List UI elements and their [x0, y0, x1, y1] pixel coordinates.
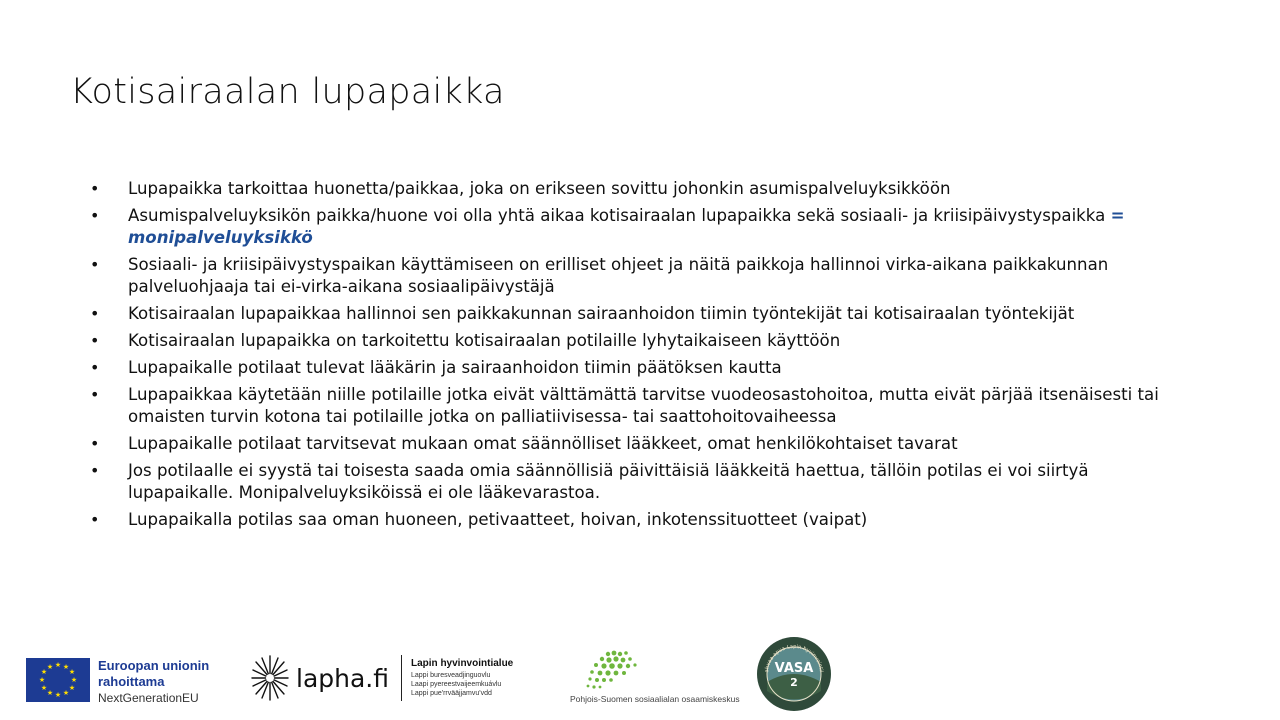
vasa-badge-icon [756, 636, 832, 712]
lapha-sub1: Lappi buresveadjinguovlu [411, 671, 491, 679]
pohjois-suomen-logo [568, 648, 748, 708]
bullet-item: • Lupapaikalle potilaat tulevat lääkärin ja sairaanhoidon tiimin päätöksen kautta [90, 358, 782, 377]
svg-text:★: ★ [54, 691, 62, 699]
svg-text:★: ★ [46, 663, 54, 671]
logo-footer [0, 630, 1280, 720]
lapha-name: lapha.fi [296, 663, 389, 693]
bullet-item: • Lupapaikalla potilas saa oman huoneen, petivaatteet, hoivan, inkotenssituotteet (vaipat) [90, 510, 868, 529]
lapha-sub3: Lappi pue'rrvääjjamvu'vdd [411, 689, 492, 697]
svg-text:★: ★ [40, 668, 48, 676]
monipalveluyksikko-highlight: = monipalveluyksikkö [128, 206, 1125, 247]
bullet-item: • Jos potilaalle ei syystä tai toisesta saada omia säännöllisiä päivittäisiä lääkkeitä haettua, tällöin potilas ei voi siirtyä lupapaikalle. Monipalveluyksiköissä ei ole lääkevarastoa. [90, 461, 1089, 502]
vasa-label: VASA [774, 661, 814, 676]
bullet-item: • Sosiaali- ja kriisipäivystyspaikan käyttämiseen on erilliset ohjeet ja näitä paikkoja hallinnoi virka-aikana paikkakunnan palveluohjaaja tai ei-virka-aikana sosiaalipäivystäjä [90, 255, 1109, 296]
bullet-item: • Kotisairaalan lupapaikkaa hallinnoi sen paikkakunnan sairaanhoidon tiimin työntekijät tai kotisairaalan työntekijät [90, 304, 1075, 323]
eu-line3: NextGenerationEU [98, 691, 199, 705]
svg-text:★: ★ [40, 684, 48, 692]
bullet-item: • Lupapaikalle potilaat tarvitsevat mukaan omat säännölliset lääkkeet, omat henkilökohtaiset tavarat [90, 434, 958, 453]
lapha-logo [250, 654, 513, 702]
svg-text:★: ★ [38, 676, 46, 684]
svg-text:★: ★ [62, 689, 70, 697]
bullet-item: • Asumispalveluyksikön paikka/huone voi olla yhtä aikaa kotisairaalan lupapaikka sekä sosiaali- ja kriisipäivystyspaikka = monipalveluyksikkö [90, 206, 1125, 247]
lapha-divider [401, 655, 402, 701]
bullet-item: • Lupapaikka tarkoittaa huonetta/paikkaa, joka on erikseen sovittu johonkin asumispalveluyksikköön [90, 179, 951, 198]
lapha-title: Lapin hyvinvointialue [411, 657, 514, 669]
svg-text:★: ★ [46, 689, 54, 697]
slide-title: Kotisairaalan lupapaikka [70, 72, 505, 112]
eu-flag-icon [26, 658, 90, 702]
vasa-number: 2 [790, 676, 798, 689]
eu-line2: rahoittama [98, 674, 165, 689]
eu-line1: Euroopan unionin [98, 658, 210, 673]
svg-text:★: ★ [54, 661, 62, 669]
bullet-item: • Lupapaikkaa käytetään niille potilaille jotka eivät välttämättä tarvitse vuodeosastohoitoa, mutta eivät pärjää itsenäisesti tai omaisten turvin kotona tai potilaille jotka on palliatiivisessa- tai saattohoitovaiheessa [90, 385, 1159, 426]
leaf-dots-icon [578, 648, 648, 692]
pohjois-name: Pohjois-Suomen sosiaalialan osaamiskeskus [570, 694, 740, 704]
sunburst-icon [250, 654, 290, 702]
svg-text:★: ★ [68, 684, 76, 692]
vasa-ring-text: ahvaa apua Lapin hyvinvointii [764, 643, 824, 673]
eu-funding-logo [26, 658, 209, 706]
bullet-item: • Kotisairaalan lupapaikka on tarkoitettu kotisairaalan potilaille lyhytaikaiseen käyttöön [90, 331, 841, 350]
svg-text:★: ★ [62, 663, 70, 671]
bullet-list [90, 178, 1160, 536]
svg-text:★: ★ [70, 676, 78, 684]
lapha-sub2: Laapi pyereestvaijeemkuávlu [411, 680, 502, 688]
svg-text:★: ★ [68, 668, 76, 676]
